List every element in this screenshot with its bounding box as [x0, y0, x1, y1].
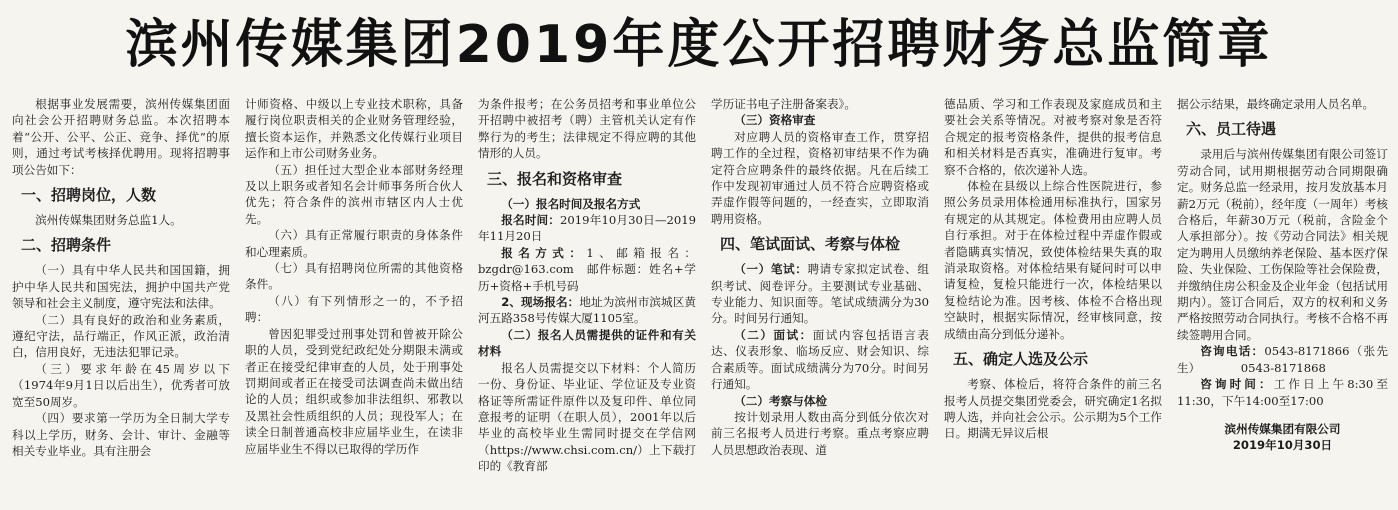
value: 工作日上午8:30至11:30，下午14:00至17:00 — [1177, 377, 1388, 408]
paragraph: 滨州传媒集团财务总监1人。 — [35, 213, 182, 228]
section-heading-2: 二、招聘条件 — [21, 236, 112, 255]
paragraph — [478, 245, 696, 294]
section-heading-5: 五、确定人选及公示 — [953, 350, 1089, 369]
signature-org: 滨州传媒集团有限公司 — [1224, 421, 1341, 436]
paragraph: （八）有下列情形之一的，不予招聘： — [245, 293, 463, 325]
label: 报名时间： — [501, 213, 561, 228]
column-6 — [1177, 96, 1388, 510]
column-5 — [944, 96, 1162, 510]
value: 1、邮箱报名：bzgdr@163.com 邮件标题：姓名+学历+资格+手机号码 — [478, 245, 696, 293]
paragraph: 学历证书电子注册备案表》。 — [711, 97, 856, 111]
paragraph: 报名人员需提交以下材料：个人简历一份、身份证、毕业证、学位证及专业资格证等所需证件原件以及复印件、单位同意报考的证明（在职人员），2001年以后毕业的高校毕业生需同时提交在学信网（https://www.chsi.com.cn/）上下载打印的《教育部 — [478, 360, 696, 474]
contact-phone — [1177, 343, 1388, 376]
section-heading-4: 四、笔试面试、考察与体检 — [720, 235, 901, 254]
subheading: （一）报名时间及报名方式 — [501, 196, 641, 211]
value: 0543-8171866（张先生） 0543-8171868 — [1177, 344, 1388, 375]
column-1 — [12, 96, 230, 510]
paragraph: （一）具有中华人民共和国国籍，拥护中华人民共和国宪法，拥护中国共产党领导和社会主义制度，遵守宪法和法律。 — [12, 263, 230, 311]
subheading: （三）资格审查 — [734, 113, 816, 128]
section-heading-3: 三、报名和资格审查 — [487, 169, 623, 188]
value: 聘请专家拟定试卷、组织考试、阅卷评分。主要测试专业基础、专业能力、知识面等。笔试成绩满分为30分。时间另行通知。 — [711, 262, 929, 326]
signature-date: 2019年10月30日 — [1232, 438, 1333, 453]
paragraph — [478, 212, 696, 245]
paragraph: （七）具有招聘岗位所需的其他资格条件。 — [245, 261, 463, 292]
label: 报名方式： — [501, 245, 587, 260]
paragraph: 录用后与滨州传媒集团有限公司签订劳动合同，试用期根据劳动合同期限确定。财务总监一经录用，按月发放基本月薪2万元（税前），经年度（一周年）考核合格后，年薪30万元（税前，含险金个人承担部分）。按《劳动合同法》相关规定为聘用人员缴纳养老保险、基本医疗保险、失业保险、工伤保险等社会保险费，并缴纳住房公积金及企业年金（包括试用期内）。签订合同后，双方的权利和义务严格按照劳动合同执行。考核不合格不再续签聘用合同。 — [1177, 147, 1388, 342]
paragraph — [478, 294, 696, 327]
paragraph — [711, 261, 929, 327]
subheading: （二）考察与体检 — [734, 393, 827, 408]
paragraph: （五）担任过大型企业本部财务经理及以上职务或者知名会计师事务所合伙人优先；符合条件的滨州市辖区内人士优先。 — [245, 162, 463, 226]
column-3 — [478, 96, 696, 510]
paragraph: 据公示结果，最终确定录用人员名单。 — [1177, 97, 1375, 111]
label: （二）面试： — [734, 327, 813, 342]
paragraph: 体检在县级以上综合性医院进行，参照公务员录用体检通用标准执行，国家另有规定的从其规定。体检费用由应聘人员自行承担。对于在体检过程中弄虚作假或者隐瞒真实情况，致使体检结果失真的取消录取资格。对体检结果有疑问时可以申请复检，复检只能进行一次，体检结果以复检结论为准。因考核、体检不合格出现空缺时，根据实际情况，经审核同意，按成绩由高分到低分递补。 — [944, 179, 1162, 341]
page-title: 滨州传媒集团2019年度公开招聘财务总监简章 — [125, 15, 1273, 75]
section-heading-1: 一、招聘岗位，人数 — [21, 186, 157, 205]
intro-paragraph: 根据事业发展需要，滨州传媒集团面向社会公开招聘财务总监。本次招聘本着“公开、公平、公正、竞争、择优”的原则，通过考试考核择优聘用。现将招聘事项公告如下： — [12, 97, 230, 177]
paragraph: 计师资格、中级以上专业技术职称，具备履行岗位职责相关的企业财务管理经验，擅长资本运作，并熟悉文化传媒行业项目运作和上市公司财务业务。 — [245, 97, 463, 161]
paragraph: （六）具有正常履行职责的身体条件和心理素质。 — [245, 228, 463, 259]
label: 咨询电话： — [1200, 344, 1265, 359]
value: 2019年10月30日—2019年11月20日 — [478, 213, 696, 244]
value: 面试内容包括语言表达、仪表形象、临场反应、财会知识、综合素质等。面试成绩满分为70分。时间另行通知。 — [711, 327, 929, 392]
paragraph: （四）要求第一学历为全日制大学专科以上学历，财务、会计、审计、金融等相关专业毕业。具有注册会 — [12, 411, 230, 458]
paragraph — [711, 327, 929, 393]
contact-time — [1177, 376, 1388, 409]
label: （一）笔试： — [734, 262, 808, 277]
paragraph: 为条件报考；在公务员招考和事业单位公开招聘中被招考（聘）主管机关认定有作弊行为的考生；法律规定不得应聘的其他情形的人员。 — [478, 97, 696, 161]
subheading: （二）报名人员需提供的证件和有关材料 — [478, 327, 696, 359]
value: 地址为滨州市滨城区黄河五路358号传媒大厦1105室。 — [478, 295, 696, 326]
paragraph: 考察、体检后，将符合条件的前三名报考人员提交集团党委会，研究确定1名拟聘人选，并向社会公示。公示期为5个工作日。期满无异议后根 — [944, 377, 1162, 441]
paragraph: 德品质、学习和工作表现及家庭成员和主要社会关系等情况。对被考察对象是否符合规定的报考资格条件，提供的报考信息和相关材料是否真实，准确进行复审。考察不合格的，依次递补人选。 — [944, 97, 1162, 177]
paragraph: （三）要求年龄在45周岁以下（1974年9月1日以后出生），优秀者可放宽至50周岁。 — [12, 361, 230, 409]
paragraph: 按计划录用人数由高分到低分依次对前三名报考人员进行考察。重点考察应聘人员思想政治表现、道 — [711, 409, 929, 457]
column-2 — [245, 96, 463, 510]
article-body — [12, 96, 1388, 510]
label: 咨询时间： — [1200, 377, 1274, 392]
paragraph: 对应聘人员的资格审查工作，贯穿招聘工作的全过程，资格初审结果不作为确定符合应聘条件的最终依据。凡在后续工作中发现初审通过人员不符合应聘资格或弄虚作假等问题的，一经查实，立即取消聘用资格。 — [711, 129, 929, 226]
paragraph: （二）具有良好的政治和业务素质，遵纪守法，品行端正，作风正派，政治清白，信用良好，无违法犯罪记录。 — [12, 312, 230, 360]
section-heading-6: 六、员工待遇 — [1186, 120, 1277, 139]
paragraph: 曾因犯罪受过刑事处罚和曾被开除公职的人员，受到党纪政纪处分期限未满或者正在接受纪律审查的人员，处于刑事处罚期间或者正在接受司法调查尚未做出结论的人员；组织或参加非法组织、邪教以及黑社会性质组织的人员；现役军人；在读全日制普通高校非应届毕业生，在读非应届毕业生不得以已取得的学历作 — [245, 326, 463, 456]
column-4 — [711, 96, 929, 510]
label: 2、现场报名： — [501, 295, 580, 310]
